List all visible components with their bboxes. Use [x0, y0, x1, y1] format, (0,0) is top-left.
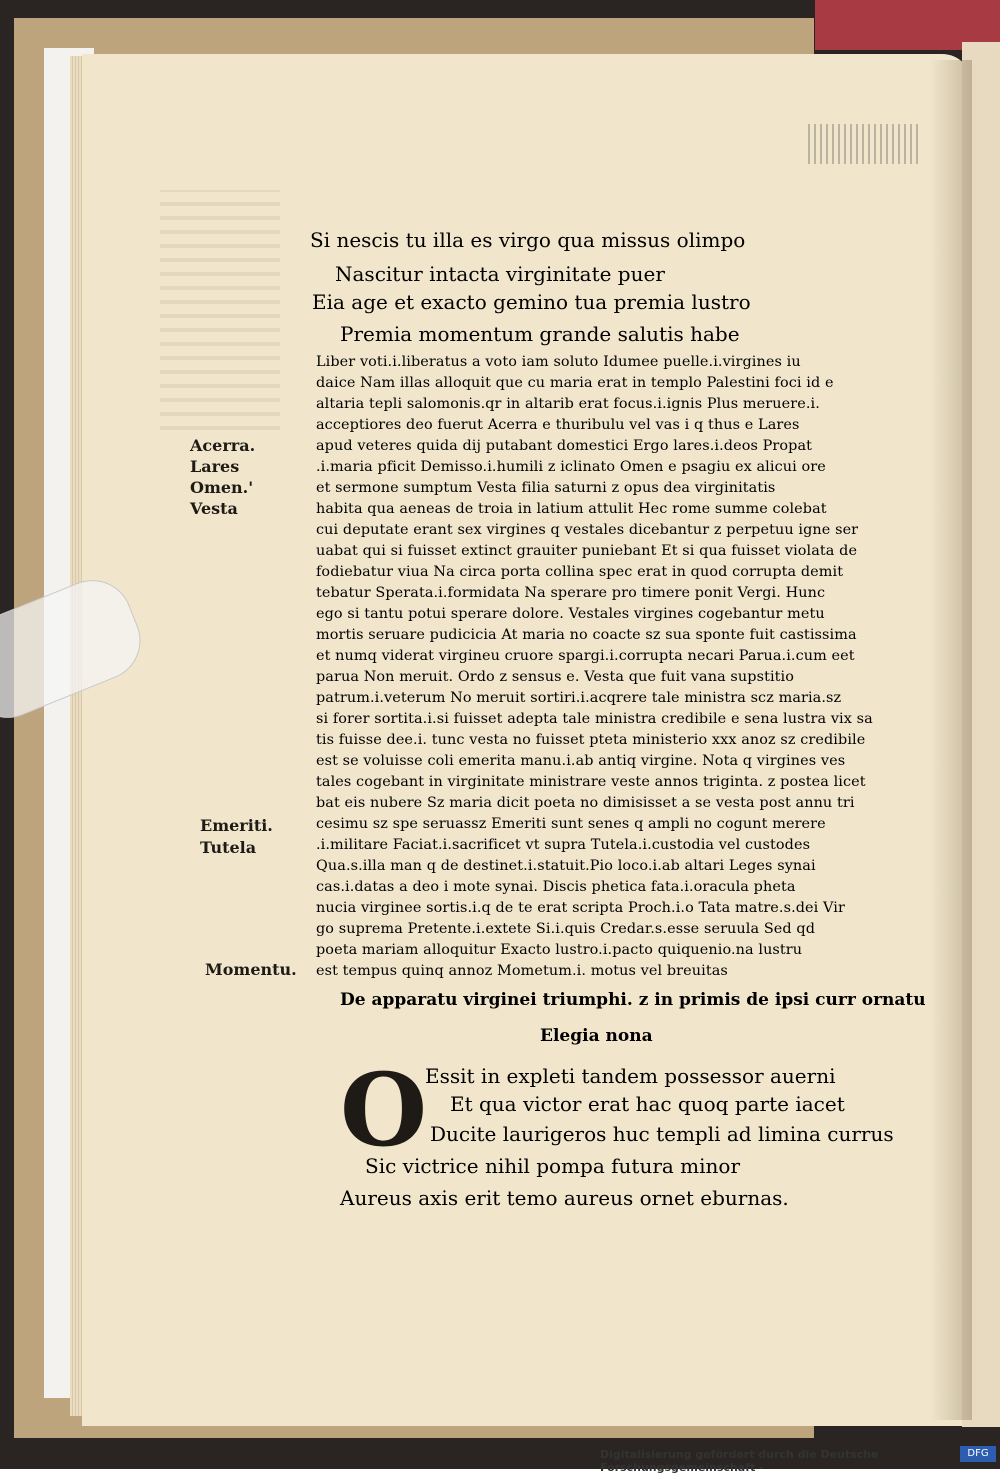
commentary-line: tebatur Sperata.i.formidata Na sperare pro timere ponit Vergi. Hunc [316, 585, 826, 601]
marginal-note-vesta: Vesta [190, 499, 238, 518]
commentary-line: go suprema Pretente.i.extete Si.i.quis Credar.s.esse seruula Sed qd [316, 921, 816, 937]
commentary-line: Liber voti.i.liberatus a voto iam soluto Idumee puelle.i.virgines iu [316, 354, 801, 370]
section-heading: De apparatu virginei triumphi. z in primis de ipsi curr ornatu [340, 990, 926, 1010]
marginal-note-emeriti: Emeriti. [200, 816, 273, 835]
verse-line: Eia age et exacto gemino tua premia lustro [312, 290, 751, 314]
commentary-line: apud veteres quida dij putabant domestici Ergo lares.i.deos Propat [316, 438, 813, 454]
commentary-line: nucia virginee sortis.i.q de te erat scripta Proch.i.o Tata matre.s.dei Vir [316, 900, 845, 916]
commentary-line: cui deputate erant sex virgines q vestales dicebantur z perpetuu igne ser [316, 522, 859, 538]
commentary-line: ego si tantu potui sperare dolore. Vestales virgines cogebantur metu [316, 606, 825, 622]
library-stamp [808, 124, 918, 164]
verse-line: Si nescis tu illa es virgo qua missus olimpo [310, 228, 746, 252]
commentary-line: est se voluisse coli emerita manu.i.ab antiq virgine. Nota q virgines ves [316, 753, 846, 769]
commentary-line: Qua.s.illa man q de destinet.i.statuit.Pio loco.i.ab altari Leges synai [316, 858, 816, 874]
verse-line: Essit in expleti tandem possessor auerni [425, 1064, 836, 1088]
verse-line: Nascitur intacta virginitate puer [335, 262, 665, 286]
dfg-logo: DFG [960, 1446, 996, 1462]
marginal-note-momentu: Momentu. [205, 960, 297, 979]
decorated-initial: O [340, 1051, 428, 1169]
commentary-line: bat eis nubere Sz maria dicit poeta no dimisisset a se vesta post annu tri [316, 795, 855, 811]
marginal-note-lares: Lares [190, 457, 240, 476]
verse-line: Premia momentum grande salutis habe [340, 322, 740, 346]
verse-line: Et qua victor erat hac quoq parte iacet [450, 1092, 845, 1116]
commentary-line: .i.militare Faciat.i.sacrificet vt supra Tutela.i.custodia vel custodes [316, 837, 811, 853]
marginal-note-omen: Omen.' [190, 478, 254, 497]
commentary-line: poeta mariam alloquitur Exacto lustro.i.pacto quiquenio.na lustru [316, 942, 803, 958]
commentary-line: .i.maria pficit Demisso.i.humili z iclinato Omen e psagiu ex alicui ore [316, 459, 826, 475]
commentary-line: patrum.i.veterum No meruit sortiri.i.acqrere tale ministra scz maria.sz [316, 690, 842, 706]
digitization-credit: Digitalisierung gefördert durch die Deutsche Forschungsgemeinschaft - [600, 1448, 879, 1474]
commentary-line: acceptiores deo fuerut Acerra e thuribulu vel vas i q thus e Lares [316, 417, 800, 433]
verse-line: Sic victrice nihil pompa futura minor [365, 1154, 741, 1178]
commentary-line: fodiebatur viua Na circa porta collina spec erat in quod corrupta demit [316, 564, 844, 580]
commentary-line: cesimu sz spe seruassz Emeriti sunt senes q ampli no cogunt merere [316, 816, 826, 832]
gutter-shadow [930, 60, 972, 1420]
commentary-line: uabat qui si fuisset extinct grauiter puniebant Et si qua fuisset violata de [316, 543, 858, 559]
commentary-line: est tempus quinq annoz Mometum.i. motus vel breuitas [316, 963, 728, 979]
verse-line: Ducite laurigeros huc templi ad limina currus [430, 1122, 894, 1146]
commentary-line: mortis seruare pudicicia At maria no coacte sz sua sponte fuit castissima [316, 627, 857, 643]
verse-line: Aureus axis erit temo aureus ornet eburnas. [340, 1186, 789, 1210]
commentary-line: tis fuisse dee.i. tunc vesta no fuisset pteta ministerio xxx anoz sz credibile [316, 732, 866, 748]
show-through-text [160, 190, 280, 430]
elegy-subheading: Elegia nona [540, 1026, 653, 1046]
commentary-line: daice Nam illas alloquit que cu maria erat in templo Palestini foci id e [316, 375, 834, 391]
commentary-line: parua Non meruit. Ordo z sensus e. Vesta que fuit vana supstitio [316, 669, 795, 685]
marginal-note-acerra: Acerra. [190, 436, 256, 455]
commentary-line: et sermone sumptum Vesta filia saturni z opus dea virginitatis [316, 480, 776, 496]
commentary-line: cas.i.datas a deo i mote synai. Discis phetica fata.i.oracula pheta [316, 879, 796, 895]
commentary-line: et numq viderat virgineu cruore spargi.i.corrupta necari Parua.i.cum eet [316, 648, 855, 664]
marginal-note-tutela: Tutela [200, 838, 257, 857]
commentary-line: si forer sortita.i.si fuisset adepta tale ministra credibile e sena lustra vix sa [316, 711, 873, 727]
commentary-line: habita qua aeneas de troia in latium attulit Hec rome summe colebat [316, 501, 827, 517]
commentary-line: altaria tepli salomonis.qr in altarib erat focus.i.ignis Plus meruere.i. [316, 396, 820, 412]
commentary-line: tales cogebant in virginitate ministrare veste annos triginta. z postea licet [316, 774, 866, 790]
